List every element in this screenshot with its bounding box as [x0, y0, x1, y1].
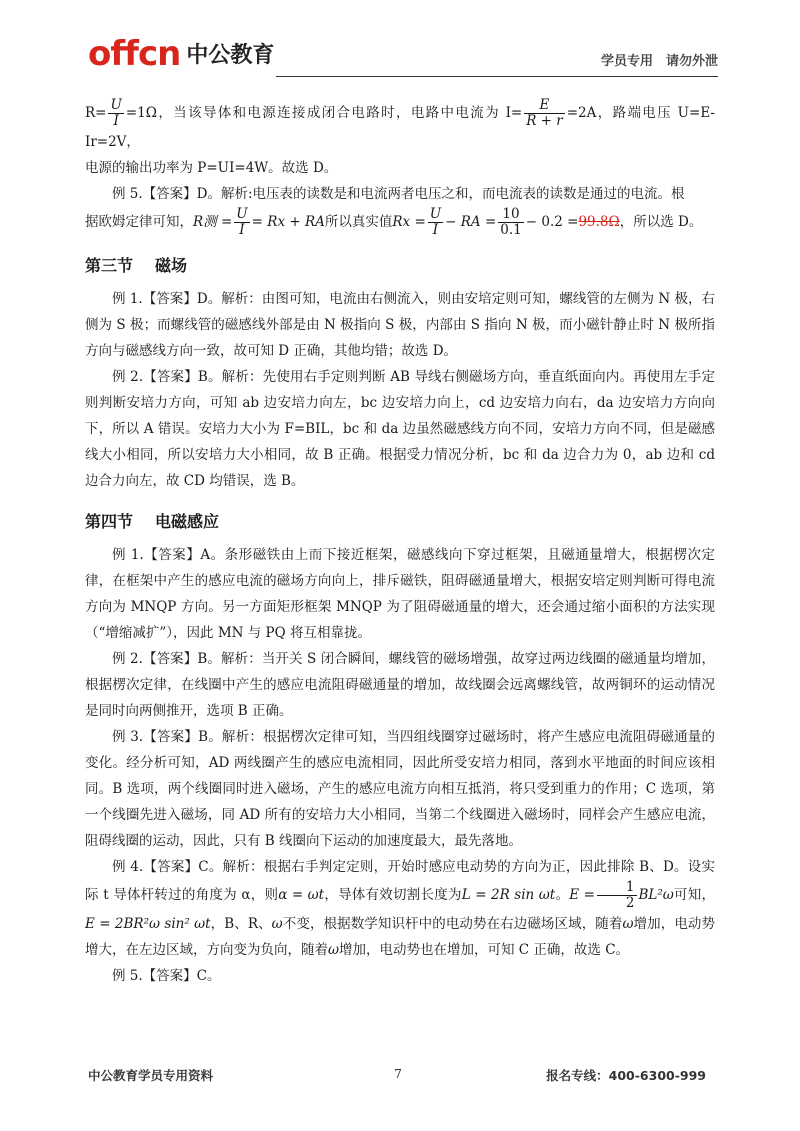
text: 据欧姆定律可知，	[85, 214, 193, 230]
text: ，所以选 D。	[619, 214, 703, 230]
section-heading-magnetic-field	[85, 252, 715, 280]
header-rule	[276, 76, 718, 77]
text: R=	[85, 105, 107, 121]
numerator: 1	[597, 880, 637, 896]
formula-rx-plus-ra: = Rx + RA	[251, 214, 325, 230]
logo-latin-text: offcn	[88, 34, 181, 74]
formula: E =	[569, 887, 595, 903]
numerator: 10	[498, 207, 523, 223]
paragraph: 例 3.【答案】B。解析：根据楞次定律可知，当四组线圈穿过磁场时，将产生感应电流阻碍磁通量的变化。经分析可知，AD 两线圈产生的感应电流相同，因此所受安培力相同，落到水平地面的时间应该相同。B 选项，两个线圈同时进入磁场，产生的感应电流方向相互抵消，将只受到重力的作用；C 选项，第一个线圈先进入磁场，同 AD 所有的安培力大小相同，当第二个线圈进入磁场时，同样会产生感应电流，阻碍线圈的运动，因此，只有 B 线圈向下运动的加速度最大，最先落地。	[85, 729, 715, 849]
formula: E = 2BR²ω sin² ωt	[85, 916, 211, 932]
paragraph: 例 2.【答案】B。解析：先使用右手定则判断 AB 导线右侧磁场方向，垂直纸面向内。再使用左手定则判断安培力方向，可知 ab 边安培力向左，bc 边安培力向上，cd 边安培力向右，da 边安培力方向向下，所以 A 错误。安培力大小为 F=BIL，bc 和 da 边虽然磁感线方向不同，安培力方向不同，但是磁感线大小相同，所以安培力大小相同，故 B 正确。根据受力情况分析，bc 和 da 边合力为 0，ab 边和 cd 边合力向左，故 CD 均错误，选 B。	[85, 369, 715, 489]
formula-r-measured: R测 =	[193, 214, 233, 230]
section-title: 电磁感应	[155, 512, 220, 531]
text: =1Ω，当该导体和电源连接成闭合电路时，电路中电流为 I=	[125, 105, 523, 121]
text: 增加，电动势也在增加，可知 C 正确，故选 C。	[339, 942, 630, 958]
fraction-one-half	[597, 880, 637, 911]
logo-chinese-text: 中公教育	[186, 43, 275, 68]
formula-rx: Rx =	[392, 214, 426, 230]
formula: ω	[622, 916, 634, 932]
numerator: U	[110, 97, 122, 113]
numerator: U	[236, 206, 248, 222]
denominator: 2	[625, 895, 635, 911]
text: 可知，	[673, 887, 716, 903]
footer-hotline: 报名专线：400-6300-999	[546, 1068, 706, 1083]
section-number: 第三节	[85, 256, 134, 275]
denominator: I	[432, 222, 439, 238]
paragraph-example-5-formula	[85, 207, 715, 238]
formula-tail: − 0.2 =	[525, 214, 579, 230]
text: 不变，根据数学知识杆中的电动势在右边磁场区域，随着	[282, 916, 623, 932]
paragraph: 例 1.【答案】A。条形磁铁由上而下接近框架，磁感线向下穿过框架，且磁通量增大，根据楞次定律，在框架中产生的感应电流的磁场方向向上，排斥磁铁，阻碍磁通量增大，根据安培定则判断可得电流方向为 MNQP 方向。另一方面矩形框架 MNQP 为了阻碍磁通量的增大，还会通过缩小面积的方法实现（“增缩减扩”），因此 MN 与 PQ 将互相靠拢。	[85, 547, 715, 641]
formula: L = 2R sin ωt	[461, 887, 556, 903]
text: 。	[555, 887, 570, 903]
section-title: 磁场	[155, 256, 188, 275]
offcn-logo	[88, 34, 274, 74]
text: 例 5.【答案】D。解析:电压表的读数是和电流两者电压之和，而电流表的读数是通过的电流。根	[112, 186, 685, 202]
fraction-u-over-i-2	[428, 207, 443, 238]
numerator: E	[524, 98, 565, 114]
page-content	[85, 98, 715, 989]
paragraph-r-result	[85, 98, 715, 181]
page-header	[88, 34, 718, 80]
paragraph: 例 2.【答案】B。解析：当开关 S 闭合瞬间，螺线管的磁场增强，故穿过两边线圈的磁通量均增加，根据楞次定律，在线圈中产生的感应电流阻碍磁通量的增加，故线圈会远离螺线管，故两铜环的运动情况是同时向两侧推开，选项 B 正确。	[85, 651, 715, 719]
section-number: 第四节	[85, 512, 134, 531]
paragraph-example-4	[85, 854, 715, 963]
text: 增加，电动势增大，在左边区域，方向变为负向，随着	[85, 916, 715, 958]
text: =2A，路端电压 U=E-Ir=2V，	[85, 105, 715, 150]
denominator: R + r	[526, 113, 563, 129]
paragraph-example-5-ohm	[85, 181, 715, 207]
denominator: I	[239, 222, 245, 238]
paragraph-example-5: 例 5.【答案】C。	[112, 968, 221, 984]
formula: ω	[271, 916, 283, 932]
fraction-u-over-i	[108, 98, 123, 129]
text: ，B、R、	[210, 916, 272, 932]
text: 电源的输出功率为 P=UI=4W。故选 D。	[85, 160, 338, 176]
footer-left: 中公教育学员专用资料	[88, 1068, 214, 1083]
formula-minus-ra: − RA =	[445, 214, 497, 230]
paragraph: 例 1.【答案】D。解析：由图可知，电流由右侧流入，则由安培定则可知，螺线管的左侧为 N 极，右侧为 S 极；而螺线管的磁感线外部是由 N 极指向 S 极，内部由 S 指向 N 极，而小磁针静止时 N 极所指方向与磁感线方向一致，故可知 D 正确，其他均错；故选 D。	[85, 291, 715, 359]
text: 所以真实值	[324, 214, 393, 230]
denominator: 0.1	[500, 222, 522, 238]
formula: BL²ω	[638, 887, 674, 903]
red-value: 99.8Ω	[578, 214, 620, 230]
page-number: 7	[394, 1066, 402, 1081]
fraction-10-over-0-1	[498, 207, 523, 238]
section-heading-induction	[85, 508, 715, 536]
fraction-e-over-r-plus-r	[524, 98, 565, 129]
header-notice: 学员专用 请勿外泄	[600, 54, 718, 69]
fraction-u-over-i	[234, 207, 249, 238]
text: ，导体有效切割长度为	[324, 887, 462, 903]
formula: α = ωt	[278, 887, 325, 903]
text: 例 4.【答案】C。解析：根据右手判定定则，开始时感应电动势的方向为正，因此排除 B、D。设实际 t 导体杆转过的角度为 α，则	[85, 859, 715, 903]
formula: ω	[328, 942, 340, 958]
denominator: I	[113, 113, 119, 129]
numerator: U	[429, 206, 442, 222]
